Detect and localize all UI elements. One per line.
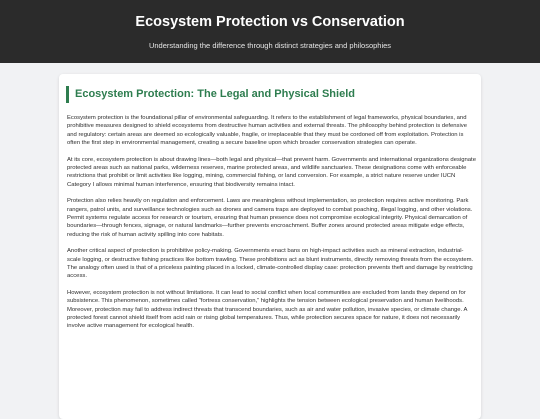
content-card — [59, 74, 481, 419]
page-subtitle: Understanding the difference through distinct strategies and philosophies — [148, 41, 392, 50]
paragraph-core: At its core, ecosystem protection is about drawing lines—both legal and physical—that prevent harm. Governments and international organizations designate protected areas such as national parks, wilderness reserves, marine protected areas, and wildlife sanctuaries. These designations come with enforceable restrictions that prohibit or limit activities like logging, mining, commercial fishing, or land conversion. For example, a strict nature reserve under IUCN Category I allows minimal human interference, ensuring that biodiversity remains intact. — [67, 156, 476, 188]
section-body — [67, 114, 477, 339]
paragraph-regulation: Protection also relies heavily on regulation and enforcement. Laws are meaningless without implementation, so protection requires active monitoring. Park rangers, patrol units, and surveillance technologies such as drones and camera traps are deployed to combat poaching, illegal logging, and other violations. Permit systems regulate access for research or tourism, ensuring that human presence does not compromise ecological integrity. Physical demarcation of boundaries—through fences, signage, or natural landmarks—further prevents encroachment. Buffer zones around protected areas mitigate edge effects, reducing the risk of human activity spilling into core habitats. — [67, 198, 473, 238]
paragraph-prohibitive-policy: Another critical aspect of protection is prohibitive policy-making. Governments enact bans on high-impact activities such as mineral extraction, industrial-scale logging, or destructive fishing practices like bottom trawling. These prohibitions act as blunt instruments, directly removing threats from the ecosystem. The analogy often used is that of a priceless painting placed in a locked, climate-controlled display case: protection prevents theft and damage by restricting access. — [67, 248, 474, 280]
paragraph-limitations: However, ecosystem protection is not without limitations. It can lead to social conflict when local communities are excluded from lands they depend on for subsistence. This phenomenon, sometimes called “fortress conservation,” highlights the tension between ecological preservation and human livelihoods. Moreover, protection may fail to address indirect threats that transcend boundaries, such as air and water pollution, invasive species, or climate change. A protected forest cannot shield itself from acid rain or rising global temperatures. Thus, while protection secures space for nature, it does not necessarily involve active management for ecological health. — [67, 290, 468, 330]
section-title: Ecosystem Protection: The Legal and Physical Shield — [66, 86, 475, 103]
page-title: Ecosystem Protection vs Conservation — [135, 14, 405, 30]
page-header — [0, 0, 540, 63]
paragraph-intro: Ecosystem protection is the foundational pillar of environmental safeguarding. It refers to the establishment of legal frameworks, physical boundaries, and prohibitive measures designed to shield ecosystems from destructive human activities and external threats. The philosophy behind protection is defensive and regulatory: certain areas are deemed so ecologically valuable, fragile, or irreplaceable that they must be cordoned off from exploitation. Protection is often the first step in environmental management, creating a secure baseline upon which broader conservation strategies can operate. — [67, 115, 468, 146]
